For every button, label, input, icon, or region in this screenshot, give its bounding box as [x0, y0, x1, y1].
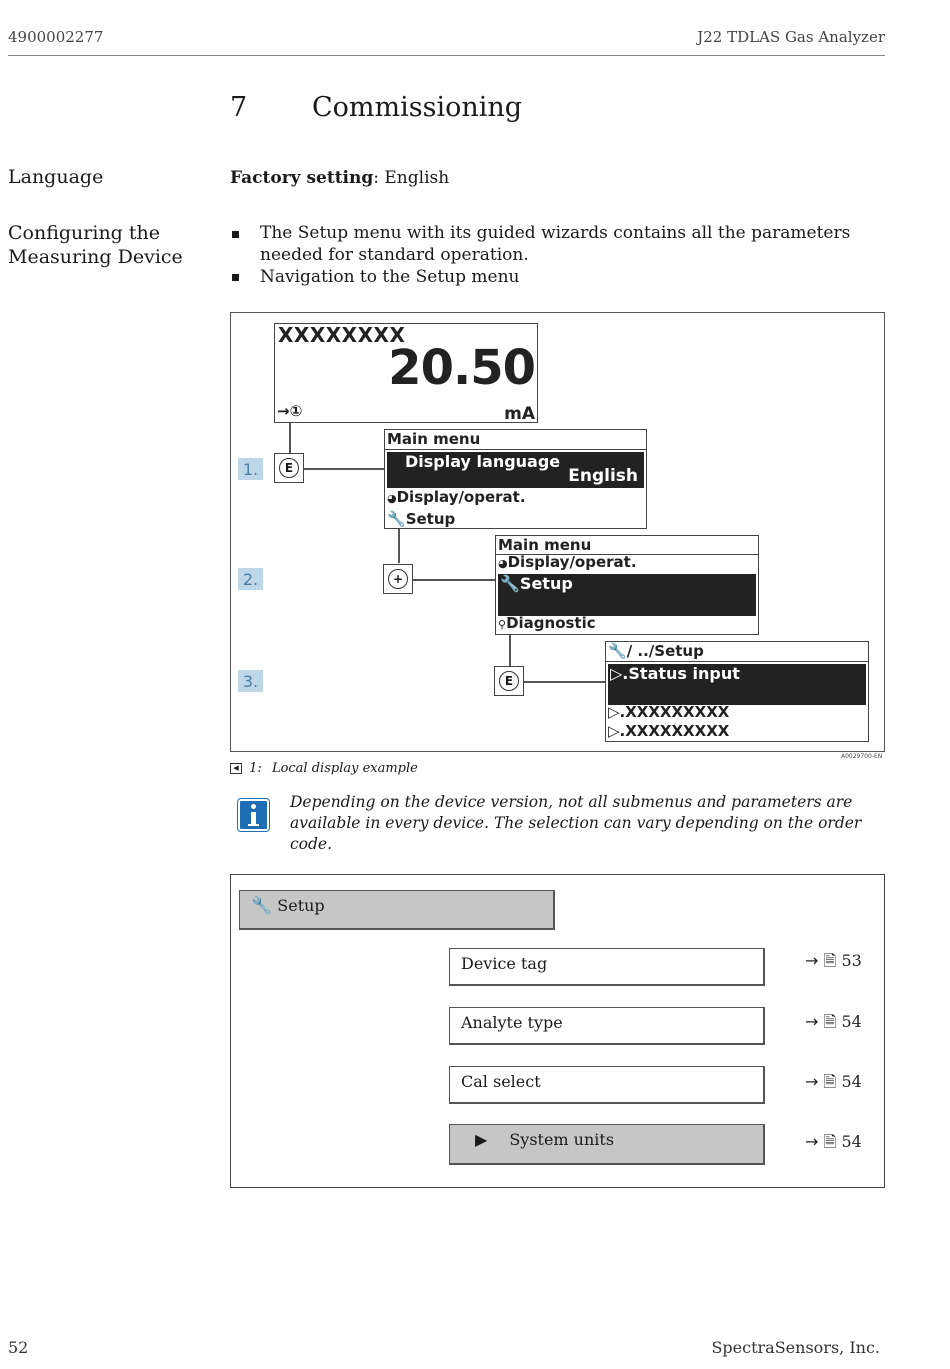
nav-item-cal-select — [449, 1066, 765, 1104]
menu3-item — [608, 703, 729, 721]
menu1-item-setup — [387, 510, 455, 528]
setup-navigation-diagram — [230, 874, 885, 1188]
configuring-heading-line1: Configuring the — [8, 222, 160, 244]
menu3-item-label: XXXXXXXXX — [625, 703, 730, 721]
setup-title: Setup — [277, 896, 325, 915]
wrench-icon: 🔧 — [500, 574, 520, 593]
menu1-item-display — [387, 488, 526, 506]
enter-key-icon: E — [279, 458, 299, 478]
page-ref-number: 54 — [841, 1012, 862, 1031]
connector-line — [398, 529, 400, 563]
nav-item-label: Analyte type — [461, 1013, 563, 1032]
caption-number: 1: — [249, 761, 262, 776]
display-tag: XXXXXXXX — [278, 323, 406, 347]
product-name: J22 TDLAS Gas Analyzer — [697, 28, 885, 46]
arrow-line — [413, 579, 495, 581]
step-3-label: 3. — [238, 670, 263, 692]
display-status-icon: →① — [277, 402, 303, 420]
gauge-icon: ◕ — [387, 492, 397, 505]
menu1-selected-value: English — [568, 466, 638, 486]
menu1-selected-label: Display language — [405, 452, 561, 471]
menu3-item — [608, 722, 729, 740]
page-reference: → 🗎 54 — [805, 1012, 862, 1031]
info-icon — [238, 799, 269, 831]
configuring-heading — [8, 221, 183, 269]
setup-submenu — [605, 641, 869, 742]
menu3-divider — [606, 661, 868, 662]
figure-caption — [230, 761, 418, 776]
menu2-item-display — [498, 553, 637, 571]
nav-item-label: Cal select — [461, 1072, 541, 1091]
menu1-item-setup-label: Setup — [405, 510, 456, 528]
nav-item-label: Device tag — [461, 954, 548, 973]
menu2-title: Main menu — [498, 536, 592, 554]
nav-item-label: System units — [509, 1130, 615, 1149]
chapter-number: 7 — [230, 92, 248, 123]
bullet-marker — [232, 231, 239, 238]
menu1-title: Main menu — [387, 430, 481, 448]
display-unit: mA — [504, 404, 535, 424]
local-display-figure — [230, 312, 885, 752]
factory-setting-separator: : — [373, 168, 379, 188]
menu3-selected-label — [610, 664, 740, 683]
page-number: 52 — [8, 1338, 29, 1357]
figure-code: A0029700-EN — [841, 753, 883, 760]
enter-key-1 — [274, 453, 304, 483]
language-heading: Language — [8, 166, 104, 188]
figure-icon: ◀ — [230, 763, 242, 774]
step-1-label: 1. — [238, 458, 263, 480]
bullet-marker — [232, 274, 239, 281]
menu2-item-display-label: Display/operat. — [507, 553, 637, 571]
bullet-item: The Setup menu with its guided wizards contains all the parameters needed for standard operation. — [260, 223, 851, 265]
header-divider — [8, 55, 885, 56]
menu3-item-label: XXXXXXXXX — [625, 722, 730, 740]
main-menu-2 — [495, 535, 759, 635]
page-reference: → 🗎 54 — [805, 1132, 862, 1151]
menu2-selected-text: Setup — [519, 574, 573, 593]
factory-setting — [230, 167, 449, 189]
stethoscope-icon: ⚲ — [498, 618, 507, 631]
wizard-icon: ▷. — [610, 664, 629, 683]
plus-key-icon: + — [388, 569, 408, 589]
main-menu-1 — [384, 429, 647, 529]
plus-key — [383, 564, 413, 594]
nav-item-analyte-type — [449, 1007, 765, 1045]
wrench-icon: 🔧 — [251, 896, 273, 916]
step-2-label: 2. — [238, 568, 263, 590]
company-name: SpectraSensors, Inc. — [711, 1338, 880, 1357]
configuring-heading-line2: Measuring Device — [8, 246, 183, 268]
menu2-selected-row — [498, 574, 756, 616]
menu1-selected-row — [387, 452, 644, 488]
wizard-icon: ▷. — [608, 722, 626, 740]
nav-item-device-tag — [449, 948, 765, 986]
page-reference: → 🗎 53 — [805, 951, 862, 970]
menu2-selected-label — [500, 574, 573, 593]
page-ref-number: 54 — [841, 1072, 862, 1091]
submenu-arrow-icon: ▶ — [475, 1130, 488, 1149]
factory-setting-value: English — [378, 168, 450, 188]
info-note-text: Depending on the device version, not all submenus and parameters are available in every device. The selection can vary depending on the order code. — [290, 793, 862, 853]
setup-menu-header — [239, 890, 555, 930]
page-reference: → 🗎 54 — [805, 1072, 862, 1091]
doc-number: 4900002277 — [8, 28, 104, 46]
wrench-icon: 🔧 — [608, 642, 627, 660]
menu3-title — [608, 642, 704, 660]
local-display-screen — [274, 323, 538, 423]
arrow-line — [524, 681, 605, 683]
wizard-icon: ▷. — [608, 703, 626, 721]
arrow-line — [304, 468, 384, 470]
connector-line — [509, 635, 511, 666]
factory-setting-label: Factory setting — [230, 168, 374, 188]
menu3-selected-row — [608, 664, 866, 705]
wrench-icon: 🔧 — [387, 510, 406, 528]
menu2-item-diagnostic-label: Diagnostic — [506, 614, 596, 632]
menu1-divider — [385, 449, 646, 450]
enter-key-icon: E — [499, 671, 519, 691]
caption-text: Local display example — [271, 761, 418, 776]
bullet-item: Navigation to the Setup menu — [260, 267, 520, 287]
display-value: 20.50 — [388, 340, 535, 396]
menu2-item-diagnostic — [498, 614, 596, 632]
page-ref-number: 54 — [841, 1132, 862, 1151]
chapter-title: Commissioning — [312, 92, 523, 123]
page-ref-number: 53 — [841, 951, 862, 970]
menu1-item-display-label: Display/operat. — [396, 488, 526, 506]
menu3-selected-text: Status input — [628, 664, 740, 683]
connector-line — [289, 423, 291, 453]
nav-item-system-units — [449, 1124, 765, 1165]
enter-key-2 — [494, 666, 524, 696]
menu3-title-text: / ../Setup — [626, 642, 704, 660]
gauge-icon: ◕ — [498, 557, 508, 570]
